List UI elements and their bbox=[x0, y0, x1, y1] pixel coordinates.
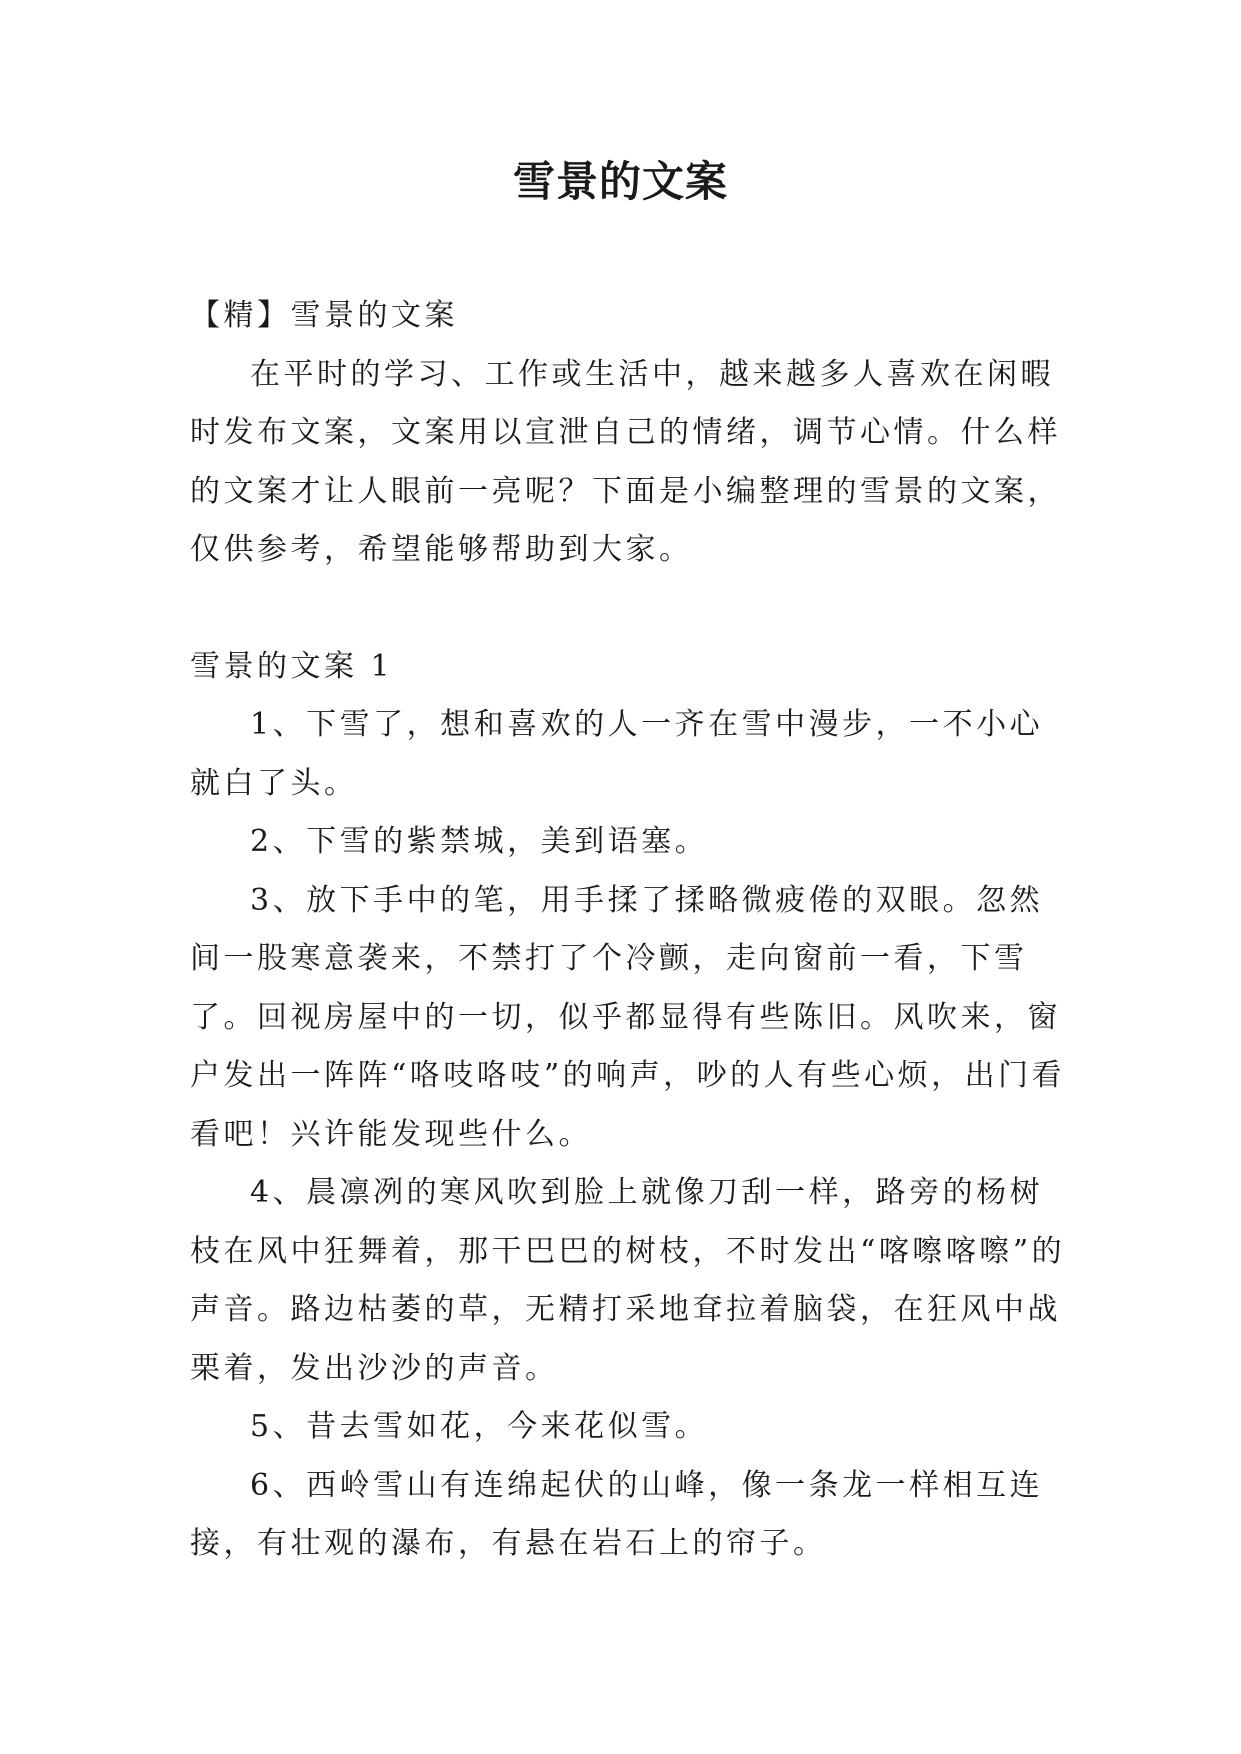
document-subtitle: 【精】雪景的文案 bbox=[190, 298, 458, 333]
intro-paragraph: 在平时的学习、工作或生活中，越来越多人喜欢在闲暇时发布文案，文案用以宣泄自己的情绪，调节心情。什么样的文案才让人眼前一亮呢？下面是小编整理的雪景的文案，仅供参考，希望能够帮助到大家。 bbox=[190, 356, 1061, 567]
section-heading: 雪景的文案 1 bbox=[190, 648, 394, 684]
list-item: 1、下雪了，想和喜欢的人一齐在雪中漫步，一不小心就白了头。 bbox=[190, 707, 1044, 801]
list-item: 5、昔去雪如花，今来花似雪。 bbox=[250, 1409, 709, 1444]
list-item: 3、放下手中的笔，用手揉了揉略微疲倦的双眼。忽然间一股寒意袭来，不禁打了个冷颤，走向窗前一看，下雪了。回视房屋中的一切，似乎都显得有些陈旧。风吹来，窗户发出一阵阵“咯吱咯吱”的响声，吵的人有些心烦，出门看看吧！兴许能发现些什么。 bbox=[190, 882, 1066, 1152]
list-item: 4、晨凛冽的寒风吹到脸上就像刀刮一样，路旁的杨树枝在风中狂舞着，那干巴巴的树枝，不时发出“喀嚓喀嚓”的声音。路边枯萎的草，无精打采地耷拉着脑袋，在狂风中战栗着，发出沙沙的声音。 bbox=[190, 1175, 1066, 1386]
list-item: 6、西岭雪山有连绵起伏的山峰，像一条龙一样相互连接，有壮观的瀑布，有悬在岩石上的帘子。 bbox=[190, 1467, 1044, 1561]
list-item: 2、下雪的紫禁城，美到语塞。 bbox=[250, 824, 709, 859]
document-title: 雪景的文案 bbox=[512, 157, 728, 206]
paragraph-gap bbox=[190, 580, 1070, 638]
document-body bbox=[190, 287, 1070, 1574]
